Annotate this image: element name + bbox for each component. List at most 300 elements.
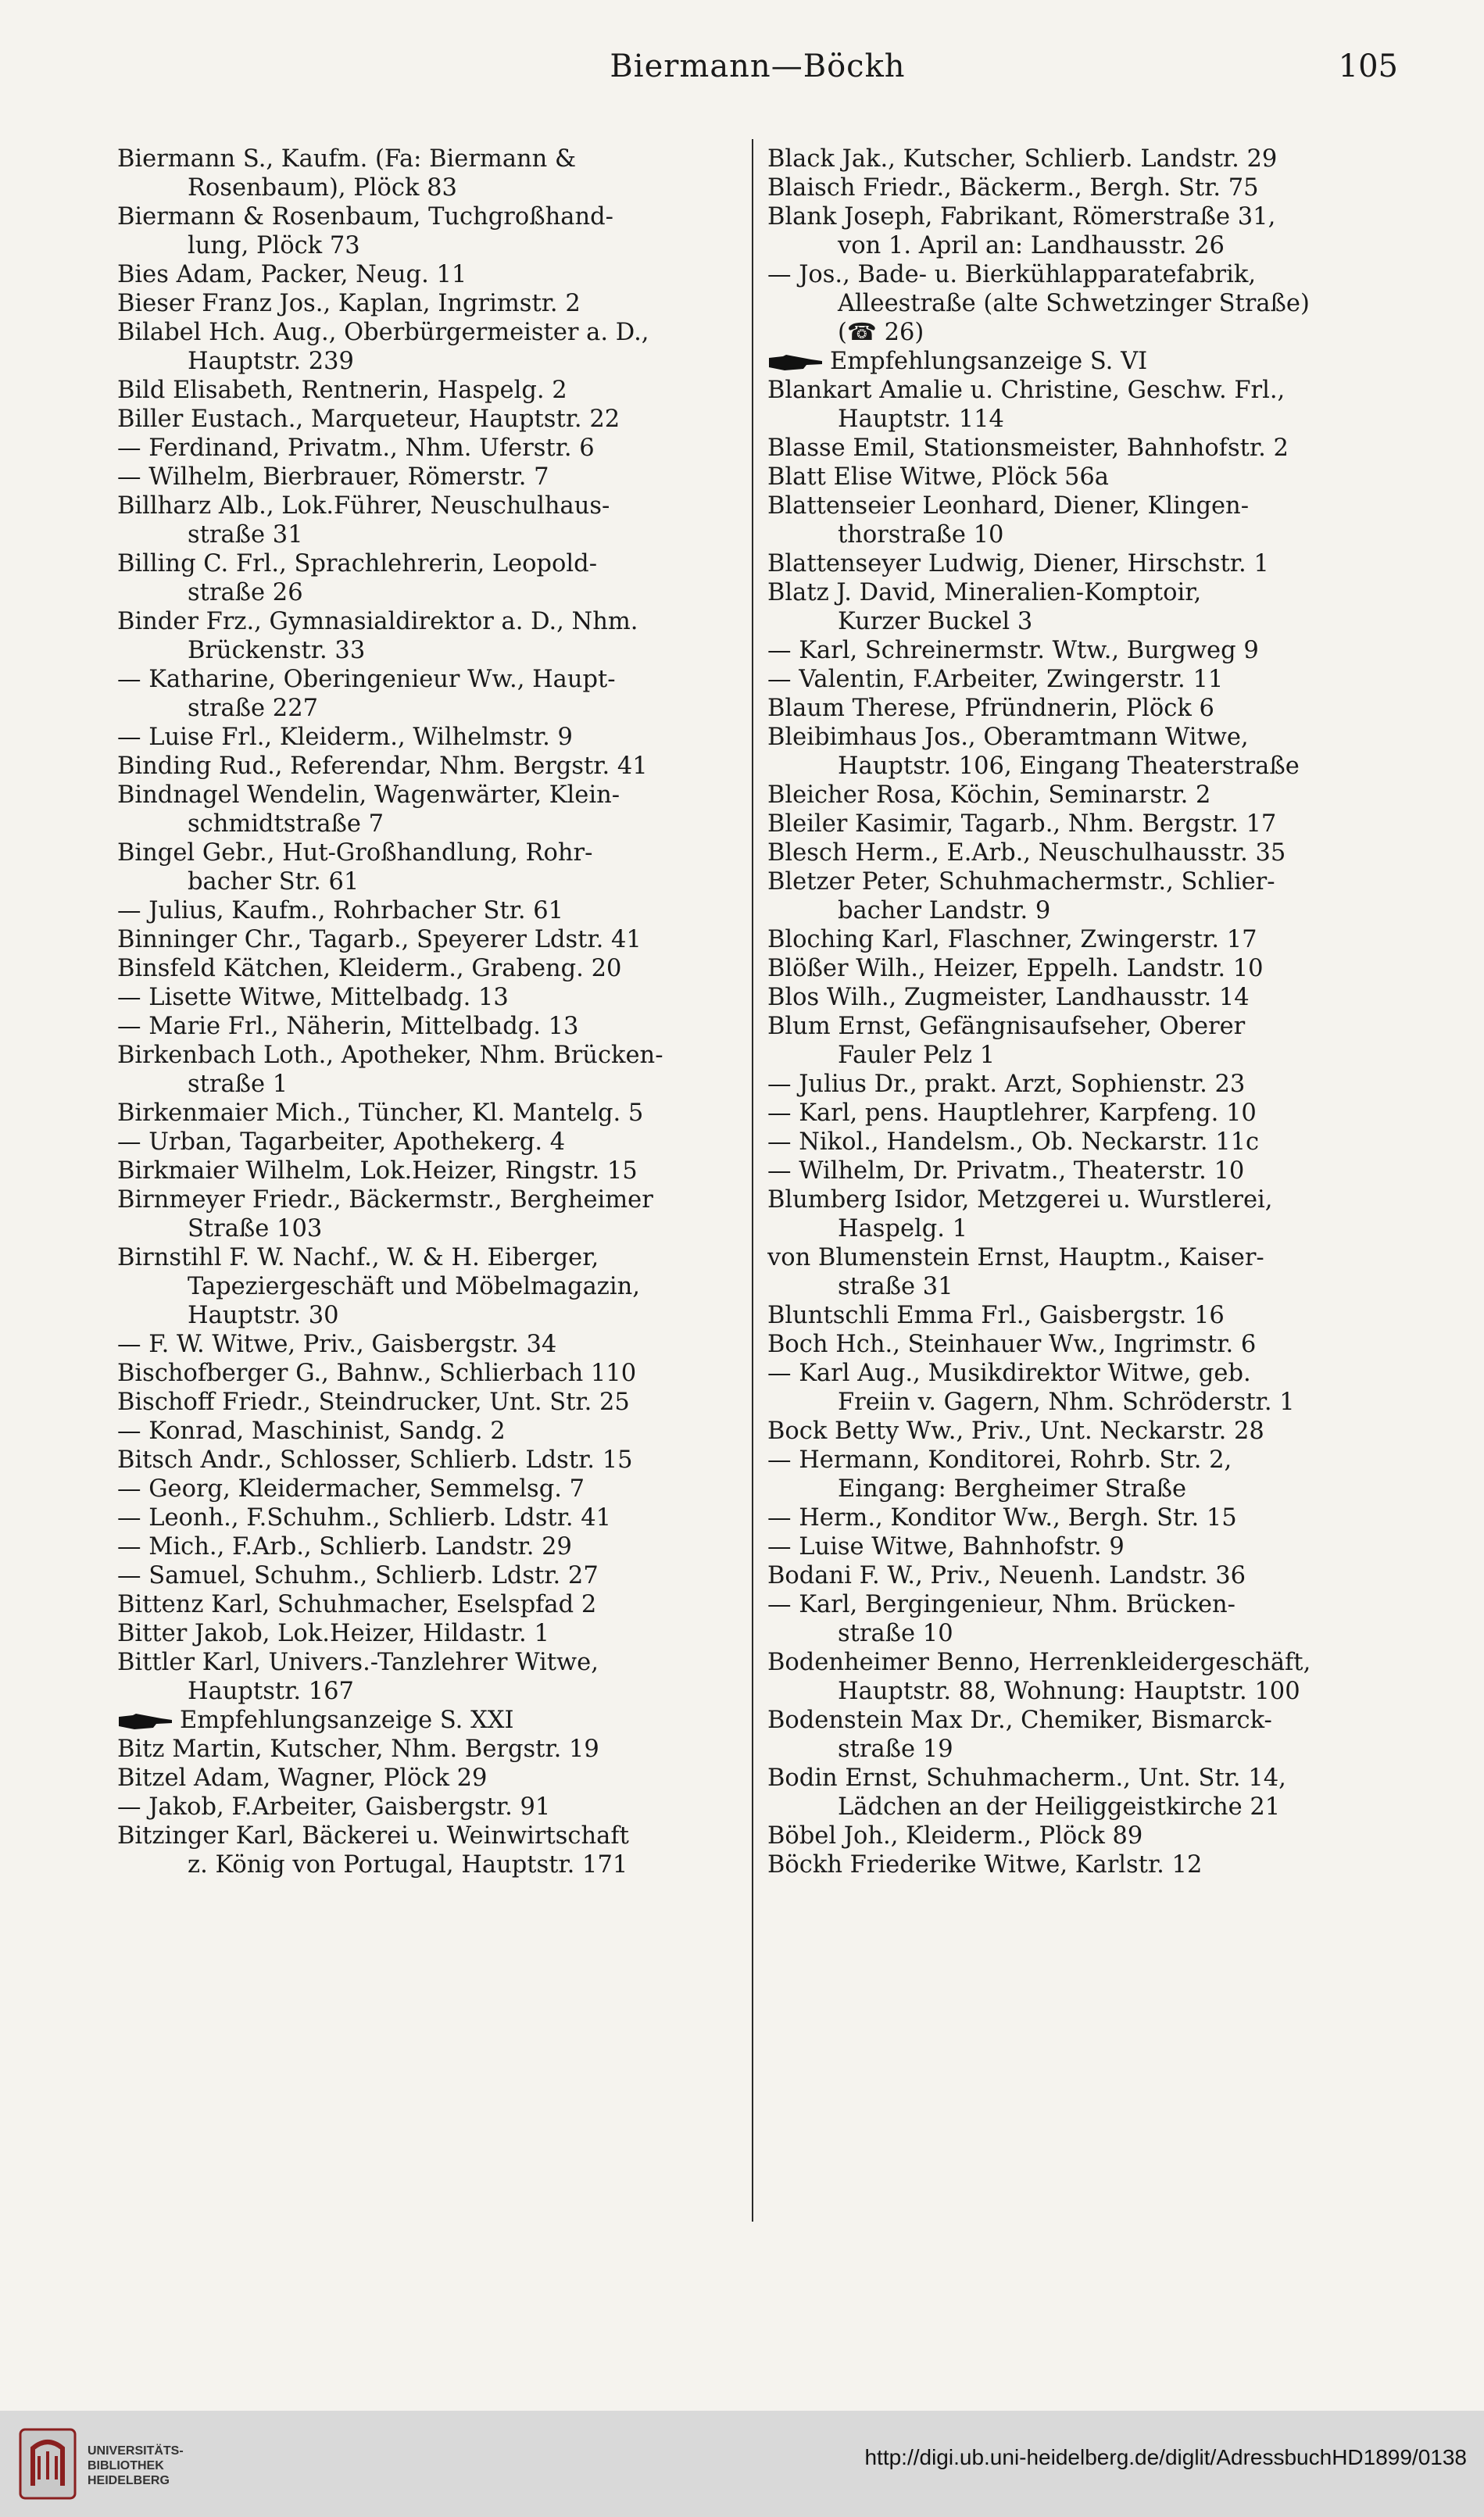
- entry-text: von Blumenstein Ernst, Hauptm., Kaiser-: [767, 1244, 1264, 1271]
- directory-entry: [767, 925, 1399, 954]
- entry-line: [117, 1503, 742, 1532]
- entry-text: — Mich., F.Arb., Schlierb. Landstr. 29: [117, 1533, 572, 1561]
- directory-entry: [117, 752, 742, 781]
- directory-entry: [117, 925, 742, 954]
- entry-line: [117, 1359, 742, 1388]
- entry-continuation-line: [767, 289, 1399, 318]
- page-header: [117, 48, 1398, 95]
- library-seal-icon: [17, 2425, 78, 2503]
- directory-entry: [767, 145, 1399, 173]
- directory-entry: [117, 1185, 742, 1243]
- entry-line: [767, 1185, 1399, 1214]
- entry-line: [767, 1590, 1399, 1619]
- entry-text: Blatz J. David, Mineralien-Komptoir,: [767, 579, 1202, 606]
- entry-text: — Karl, Bergingenieur, Nhm. Brücken-: [767, 1591, 1235, 1618]
- entry-line: [767, 260, 1399, 289]
- entry-text: Hauptstr. 114: [838, 406, 1004, 433]
- entry-text: Binsfeld Kätchen, Kleiderm., Grabeng. 20: [117, 955, 622, 982]
- entry-text: Eingang: Bergheimer Straße: [838, 1475, 1187, 1503]
- entry-text: Birkenmaier Mich., Tüncher, Kl. Mantelg. 5: [117, 1099, 644, 1127]
- entry-line: [117, 925, 742, 954]
- entry-continuation-line: [767, 1793, 1399, 1822]
- entry-line: [117, 983, 742, 1012]
- directory-entry: [767, 1070, 1399, 1099]
- directory-entry: [767, 260, 1399, 347]
- column-divider: [752, 139, 753, 2222]
- entry-text: schmidtstraße 7: [188, 810, 384, 838]
- entry-text: — Julius Dr., prakt. Arzt, Sophienstr. 23: [767, 1071, 1246, 1098]
- entry-line: [117, 1041, 742, 1070]
- entry-text: Bock Betty Ww., Priv., Unt. Neckarstr. 28: [767, 1418, 1264, 1445]
- entry-continuation-line: [767, 1272, 1399, 1301]
- entry-line: [117, 1590, 742, 1619]
- directory-entry: [117, 1590, 742, 1619]
- entry-line: [767, 1446, 1399, 1475]
- entry-continuation-line: [767, 405, 1399, 434]
- entry-text: — Jos., Bade- u. Bierkühlapparatefabrik,: [767, 261, 1257, 288]
- entry-line: [117, 318, 742, 347]
- entry-text: Böbel Joh., Kleiderm., Plöck 89: [767, 1822, 1143, 1850]
- directory-entry: [117, 838, 742, 896]
- directory-entry: [767, 1157, 1399, 1185]
- entry-line: [767, 694, 1399, 723]
- entry-text: Hauptstr. 88, Wohnung: Hauptstr. 100: [838, 1678, 1300, 1705]
- directory-entry: [767, 1330, 1399, 1359]
- entry-line: [117, 896, 742, 925]
- directory-entry: [117, 1128, 742, 1157]
- entry-text: Alleestraße (alte Schwetzinger Straße): [838, 290, 1310, 317]
- entry-line: [117, 1764, 742, 1793]
- entry-text: Bodin Ernst, Schuhmacherm., Unt. Str. 14,: [767, 1764, 1286, 1792]
- entry-text: Bloching Karl, Flaschner, Zwingerstr. 17: [767, 926, 1257, 953]
- directory-entry: [117, 723, 742, 752]
- entry-text: Blos Wilh., Zugmeister, Landhausstr. 14: [767, 984, 1250, 1011]
- directory-entry: [117, 1099, 742, 1128]
- entry-line: [767, 1561, 1399, 1590]
- directory-entry: [117, 202, 742, 260]
- directory-entry: [767, 665, 1399, 694]
- entry-text: straße 19: [838, 1736, 953, 1763]
- entry-text: lung, Plöck 73: [188, 232, 360, 259]
- directory-entry: [117, 492, 742, 549]
- directory-entry: [767, 1850, 1399, 1879]
- entry-text: z. König von Portugal, Hauptstr. 171: [188, 1851, 628, 1879]
- entry-line: [117, 289, 742, 318]
- entry-line: [767, 1764, 1399, 1793]
- directory-entry: [117, 1764, 742, 1793]
- entry-line: [767, 347, 1399, 376]
- directory-entry: [117, 1330, 742, 1359]
- directory-entry: [767, 549, 1399, 578]
- entry-text: Hauptstr. 30: [188, 1302, 339, 1329]
- directory-entry: [117, 983, 742, 1012]
- directory-entry: [117, 463, 742, 492]
- directory-entry: [767, 434, 1399, 463]
- entry-text: straße 10: [838, 1620, 953, 1647]
- directory-entry: [767, 1561, 1399, 1590]
- entry-text: — Nikol., Handelsm., Ob. Neckarstr. 11c: [767, 1128, 1260, 1156]
- entry-line: [767, 636, 1399, 665]
- entry-text: — F. W. Witwe, Priv., Gaisbergstr. 34: [117, 1331, 557, 1358]
- entry-line: [767, 1243, 1399, 1272]
- entry-text: — Wilhelm, Dr. Privatm., Theaterstr. 10: [767, 1157, 1245, 1185]
- entry-text: Bild Elisabeth, Rentnerin, Haspelg. 2: [117, 377, 567, 404]
- directory-entry: [767, 1012, 1399, 1070]
- pointing-hand-icon: [117, 1712, 173, 1731]
- directory-entry: [767, 492, 1399, 549]
- directory-entry: [767, 578, 1399, 636]
- entry-line: [767, 781, 1399, 810]
- entry-continuation-line: [117, 1214, 742, 1243]
- entry-text: Empfehlungsanzeige S. VI: [830, 348, 1148, 375]
- entry-text: Fauler Pelz 1: [838, 1042, 996, 1069]
- entry-text: — Georg, Kleidermacher, Semmelsg. 7: [117, 1475, 585, 1503]
- entry-text: straße 227: [188, 695, 319, 722]
- library-name-line: BIBLIOTHEK: [88, 2459, 164, 2472]
- entry-text: Boch Hch., Steinhauer Ww., Ingrimstr. 6: [767, 1331, 1257, 1358]
- directory-entry: [117, 434, 742, 463]
- entry-text: Böckh Friederike Witwe, Karlstr. 12: [767, 1851, 1203, 1879]
- entry-text: — Karl, pens. Hauptlehrer, Karpfeng. 10: [767, 1099, 1257, 1127]
- entry-continuation-line: [117, 1850, 742, 1879]
- directory-entry: [767, 1099, 1399, 1128]
- entry-text: Bleicher Rosa, Köchin, Seminarstr. 2: [767, 781, 1211, 809]
- entry-text: — Luise Frl., Kleiderm., Wilhelmstr. 9: [117, 724, 573, 751]
- entry-line: [767, 1070, 1399, 1099]
- directory-entry: [767, 1532, 1399, 1561]
- entry-text: — Hermann, Konditorei, Rohrb. Str. 2,: [767, 1446, 1232, 1474]
- entry-text: — Katharine, Oberingenieur Ww., Haupt-: [117, 666, 616, 693]
- entry-line: [767, 1822, 1399, 1850]
- entry-line: [767, 202, 1399, 231]
- entry-line: [767, 549, 1399, 578]
- entry-line: [117, 1185, 742, 1214]
- entry-text: Tapeziergeschäft und Möbelmagazin,: [188, 1273, 640, 1300]
- entry-text: — Urban, Tagarbeiter, Apothekerg. 4: [117, 1128, 566, 1156]
- directory-entry: [117, 318, 742, 376]
- entry-line: [117, 1128, 742, 1157]
- directory-entry: [767, 1590, 1399, 1648]
- directory-entry: [767, 838, 1399, 867]
- directory-entry: [767, 867, 1399, 925]
- running-title: Biermann—Böckh: [610, 48, 906, 84]
- entry-line: [117, 1619, 742, 1648]
- entry-line: [767, 838, 1399, 867]
- entry-line: [117, 1330, 742, 1359]
- entry-line: [767, 376, 1399, 405]
- directory-entry: [767, 463, 1399, 492]
- entry-line: [767, 665, 1399, 694]
- directory-entry: [117, 376, 742, 405]
- entry-text: Bluntschli Emma Frl., Gaisbergstr. 16: [767, 1302, 1225, 1329]
- entry-line: [767, 1417, 1399, 1446]
- entry-continuation-line: [117, 347, 742, 376]
- entry-line: [117, 1099, 742, 1128]
- entry-line: [117, 434, 742, 463]
- advert-reference: [117, 1706, 742, 1735]
- directory-entry: [767, 202, 1399, 260]
- directory-entry: [117, 1648, 742, 1706]
- entry-line: [117, 405, 742, 434]
- entry-text: Blasse Emil, Stationsmeister, Bahnhofstr. 2: [767, 434, 1289, 462]
- entry-text: — Lisette Witwe, Mittelbadg. 13: [117, 984, 509, 1011]
- entry-text: straße 26: [188, 579, 303, 606]
- entry-line: [117, 1012, 742, 1041]
- directory-entry: [117, 145, 742, 202]
- directory-entry: [117, 1561, 742, 1590]
- entry-line: [117, 1475, 742, 1503]
- entry-text: Hauptstr. 239: [188, 348, 354, 375]
- entry-continuation-line: [117, 636, 742, 665]
- directory-entry: [767, 1243, 1399, 1301]
- entry-line: [767, 492, 1399, 520]
- entry-text: — Valentin, F.Arbeiter, Zwingerstr. 11: [767, 666, 1224, 693]
- entry-text: Birkenbach Loth., Apotheker, Nhm. Brücken-: [117, 1042, 663, 1069]
- entry-line: [117, 1417, 742, 1446]
- library-name-line: UNIVERSITÄTS-: [88, 2444, 184, 2458]
- left-column: [117, 145, 742, 1879]
- entry-continuation-line: [117, 694, 742, 723]
- entry-line: [117, 1388, 742, 1417]
- entry-continuation-line: [117, 1677, 742, 1706]
- entry-line: [767, 1648, 1399, 1677]
- entry-continuation-line: [117, 1272, 742, 1301]
- entry-text: Binninger Chr., Tagarb., Speyerer Ldstr. 41: [117, 926, 642, 953]
- entry-text: Birnmeyer Friedr., Bäckermstr., Bergheimer: [117, 1186, 653, 1214]
- entry-text: von 1. April an: Landhausstr. 26: [838, 232, 1225, 259]
- advert-reference: [767, 347, 1399, 376]
- entry-continuation-line: [767, 607, 1399, 636]
- entry-line: [767, 810, 1399, 838]
- entry-line: [117, 376, 742, 405]
- entry-text: Bitsch Andr., Schlosser, Schlierb. Ldstr. 15: [117, 1446, 633, 1474]
- entry-text: (☎ 26): [838, 319, 924, 346]
- entry-text: Bleibimhaus Jos., Oberamtmann Witwe,: [767, 724, 1249, 751]
- entry-text: — Luise Witwe, Bahnhofstr. 9: [767, 1533, 1125, 1561]
- entry-continuation-line: [117, 867, 742, 896]
- entry-text: Bischoff Friedr., Steindrucker, Unt. Str. 25: [117, 1389, 630, 1416]
- entry-line: [117, 260, 742, 289]
- entry-line: [767, 1330, 1399, 1359]
- directory-entry: [767, 781, 1399, 810]
- entry-continuation-line: [767, 1475, 1399, 1503]
- directory-entry: [117, 1475, 742, 1503]
- directory-entry: [767, 1359, 1399, 1417]
- source-url-link[interactable]: http://digi.ub.uni-heidelberg.de/diglit/AdressbuchHD1899/0138: [864, 2445, 1467, 2469]
- entry-line: [117, 838, 742, 867]
- entry-text: Lädchen an der Heiliggeistkirche 21: [838, 1793, 1281, 1821]
- entry-text: — Konrad, Maschinist, Sandg. 2: [117, 1418, 506, 1445]
- entry-continuation-line: [767, 752, 1399, 781]
- directory-entry: [767, 983, 1399, 1012]
- entry-text: Billing C. Frl., Sprachlehrerin, Leopold-: [117, 550, 598, 577]
- entry-continuation-line: [767, 318, 1399, 347]
- entry-text: Birkmaier Wilhelm, Lok.Heizer, Ringstr. 15: [117, 1157, 638, 1185]
- directory-entry: [117, 1041, 742, 1099]
- directory-entry: [117, 1822, 742, 1879]
- entry-line: [767, 463, 1399, 492]
- library-name-line: HEIDELBERG: [88, 2474, 170, 2487]
- entry-text: Binder Frz., Gymnasialdirektor a. D., Nhm.: [117, 608, 638, 635]
- entry-text: Blumberg Isidor, Metzgerei u. Wurstlerei,: [767, 1186, 1273, 1214]
- entry-line: [117, 607, 742, 636]
- entry-text: Blank Joseph, Fabrikant, Römerstraße 31,: [767, 203, 1276, 231]
- directory-entry: [767, 723, 1399, 781]
- entry-line: [117, 781, 742, 810]
- entry-text: Bies Adam, Packer, Neug. 11: [117, 261, 467, 288]
- directory-entry: [767, 1764, 1399, 1822]
- entry-line: [117, 1446, 742, 1475]
- entry-text: Birnstihl F. W. Nachf., W. & H. Eiberger,: [117, 1244, 599, 1271]
- entry-text: Bitzinger Karl, Bäckerei u. Weinwirtschaft: [117, 1822, 629, 1850]
- entry-continuation-line: [767, 1041, 1399, 1070]
- directory-entry: [117, 549, 742, 607]
- entry-continuation-line: [767, 1735, 1399, 1764]
- entry-line: [767, 723, 1399, 752]
- entry-text: Bilabel Hch. Aug., Oberbürgermeister a. D.,: [117, 319, 649, 346]
- entry-line: [767, 867, 1399, 896]
- entry-text: Hauptstr. 106, Eingang Theaterstraße: [838, 753, 1300, 780]
- entry-text: — Julius, Kaufm., Rohrbacher Str. 61: [117, 897, 564, 924]
- entry-continuation-line: [767, 520, 1399, 549]
- entry-text: Bitter Jakob, Lok.Heizer, Hildastr. 1: [117, 1620, 549, 1647]
- directory-entry: [117, 1735, 742, 1764]
- entry-line: [767, 1503, 1399, 1532]
- footer-bar: [0, 2411, 1484, 2517]
- directory-entry: [767, 1185, 1399, 1243]
- entry-line: [767, 578, 1399, 607]
- entry-line: [117, 1561, 742, 1590]
- entry-text: Blesch Herm., E.Arb., Neuschulhausstr. 35: [767, 839, 1286, 867]
- entry-text: — Leonh., F.Schuhm., Schlierb. Ldstr. 41: [117, 1504, 612, 1532]
- directory-entry: [117, 1012, 742, 1041]
- directory-entry: [117, 1388, 742, 1417]
- entry-line: [117, 665, 742, 694]
- entry-line: [117, 1157, 742, 1185]
- directory-entry: [767, 694, 1399, 723]
- directory-entry: [117, 289, 742, 318]
- directory-entry: [117, 607, 742, 665]
- entry-line: [767, 145, 1399, 173]
- entry-continuation-line: [117, 810, 742, 838]
- entry-text: — Herm., Konditor Ww., Bergh. Str. 15: [767, 1504, 1237, 1532]
- entry-text: Blaum Therese, Pfründnerin, Plöck 6: [767, 695, 1214, 722]
- entry-line: [767, 954, 1399, 983]
- entry-text: straße 31: [188, 521, 303, 549]
- entry-continuation-line: [767, 896, 1399, 925]
- entry-line: [117, 145, 742, 173]
- entry-text: Blößer Wilh., Heizer, Eppelh. Landstr. 10: [767, 955, 1264, 982]
- entry-text: Biermann & Rosenbaum, Tuchgroßhand-: [117, 203, 613, 231]
- directory-entry: [767, 810, 1399, 838]
- entry-line: [767, 1012, 1399, 1041]
- directory-entry: [117, 1793, 742, 1822]
- entry-continuation-line: [117, 520, 742, 549]
- entry-line: [117, 463, 742, 492]
- entry-text: — Jakob, F.Arbeiter, Gaisbergstr. 91: [117, 1793, 551, 1821]
- entry-text: Bitzel Adam, Wagner, Plöck 29: [117, 1764, 488, 1792]
- entry-text: — Ferdinand, Privatm., Nhm. Uferstr. 6: [117, 434, 595, 462]
- entry-line: [117, 492, 742, 520]
- entry-line: [767, 173, 1399, 202]
- entry-text: Billharz Alb., Lok.Führer, Neuschulhaus-: [117, 492, 610, 520]
- directory-entry: [117, 665, 742, 723]
- entry-text: Biermann S., Kaufm. (Fa: Biermann &: [117, 145, 577, 173]
- directory-entry: [117, 1619, 742, 1648]
- entry-line: [117, 1706, 742, 1735]
- entry-text: Freiin v. Gagern, Nhm. Schröderstr. 1: [838, 1389, 1295, 1416]
- entry-text: Blum Ernst, Gefängnisaufseher, Oberer: [767, 1013, 1246, 1040]
- entry-line: [767, 1301, 1399, 1330]
- entry-text: Bindnagel Wendelin, Wagenwärter, Klein-: [117, 781, 620, 809]
- entry-text: Bieser Franz Jos., Kaplan, Ingrimstr. 2: [117, 290, 581, 317]
- entry-text: Kurzer Buckel 3: [838, 608, 1033, 635]
- entry-text: Blatt Elise Witwe, Plöck 56a: [767, 463, 1109, 491]
- directory-entry: [767, 173, 1399, 202]
- directory-entry: [767, 1822, 1399, 1850]
- entry-text: Blaisch Friedr., Bäckerm., Bergh. Str. 75: [767, 174, 1259, 202]
- directory-entry: [767, 636, 1399, 665]
- entry-text: Blattenseier Leonhard, Diener, Klingen-: [767, 492, 1250, 520]
- directory-entry: [117, 1157, 742, 1185]
- directory-entry: [117, 1503, 742, 1532]
- entry-text: Bodani F. W., Priv., Neuenh. Landstr. 36: [767, 1562, 1246, 1589]
- library-logo[interactable]: [17, 2425, 213, 2503]
- entry-line: [767, 1706, 1399, 1735]
- entry-line: [117, 1793, 742, 1822]
- entry-continuation-line: [117, 578, 742, 607]
- entry-text: — Samuel, Schuhm., Schlierb. Ldstr. 27: [117, 1562, 599, 1589]
- entry-line: [767, 1128, 1399, 1157]
- library-name: [88, 2444, 184, 2488]
- entry-line: [117, 1243, 742, 1272]
- directory-entry: [117, 954, 742, 983]
- entry-text: Bodenheimer Benno, Herrenkleidergeschäft,: [767, 1649, 1311, 1676]
- entry-continuation-line: [767, 231, 1399, 260]
- entry-continuation-line: [117, 173, 742, 202]
- entry-line: [767, 434, 1399, 463]
- right-column: [767, 145, 1399, 1879]
- entry-line: [767, 1099, 1399, 1128]
- entry-line: [117, 1532, 742, 1561]
- entry-text: Bleiler Kasimir, Tagarb., Nhm. Bergstr. 17: [767, 810, 1277, 838]
- entry-line: [767, 1532, 1399, 1561]
- directory-entry: [117, 1243, 742, 1330]
- entry-line: [767, 1157, 1399, 1185]
- directory-entry: [117, 781, 742, 838]
- directory-entry: [767, 1417, 1399, 1446]
- entry-continuation-line: [767, 1214, 1399, 1243]
- directory-entry: [117, 260, 742, 289]
- directory-entry: [117, 1359, 742, 1388]
- entry-text: Empfehlungsanzeige S. XXI: [180, 1707, 514, 1734]
- entry-text: — Karl Aug., Musikdirektor Witwe, geb.: [767, 1360, 1251, 1387]
- entry-text: Bodenstein Max Dr., Chemiker, Bismarck-: [767, 1707, 1272, 1734]
- entry-text: Black Jak., Kutscher, Schlierb. Landstr. 29: [767, 145, 1278, 173]
- entry-text: Brückenstr. 33: [188, 637, 366, 664]
- entry-line: [767, 925, 1399, 954]
- directory-entry: [117, 405, 742, 434]
- entry-text: Hauptstr. 167: [188, 1678, 354, 1705]
- directory-entry: [767, 1706, 1399, 1764]
- entry-text: Bletzer Peter, Schuhmachermstr., Schlier-: [767, 868, 1275, 896]
- entry-continuation-line: [767, 1388, 1399, 1417]
- entry-text: Bischofberger G., Bahnw., Schlierbach 110: [117, 1360, 637, 1387]
- directory-entry: [767, 376, 1399, 434]
- entry-continuation-line: [117, 1301, 742, 1330]
- entry-line: [117, 1822, 742, 1850]
- entry-line: [117, 954, 742, 983]
